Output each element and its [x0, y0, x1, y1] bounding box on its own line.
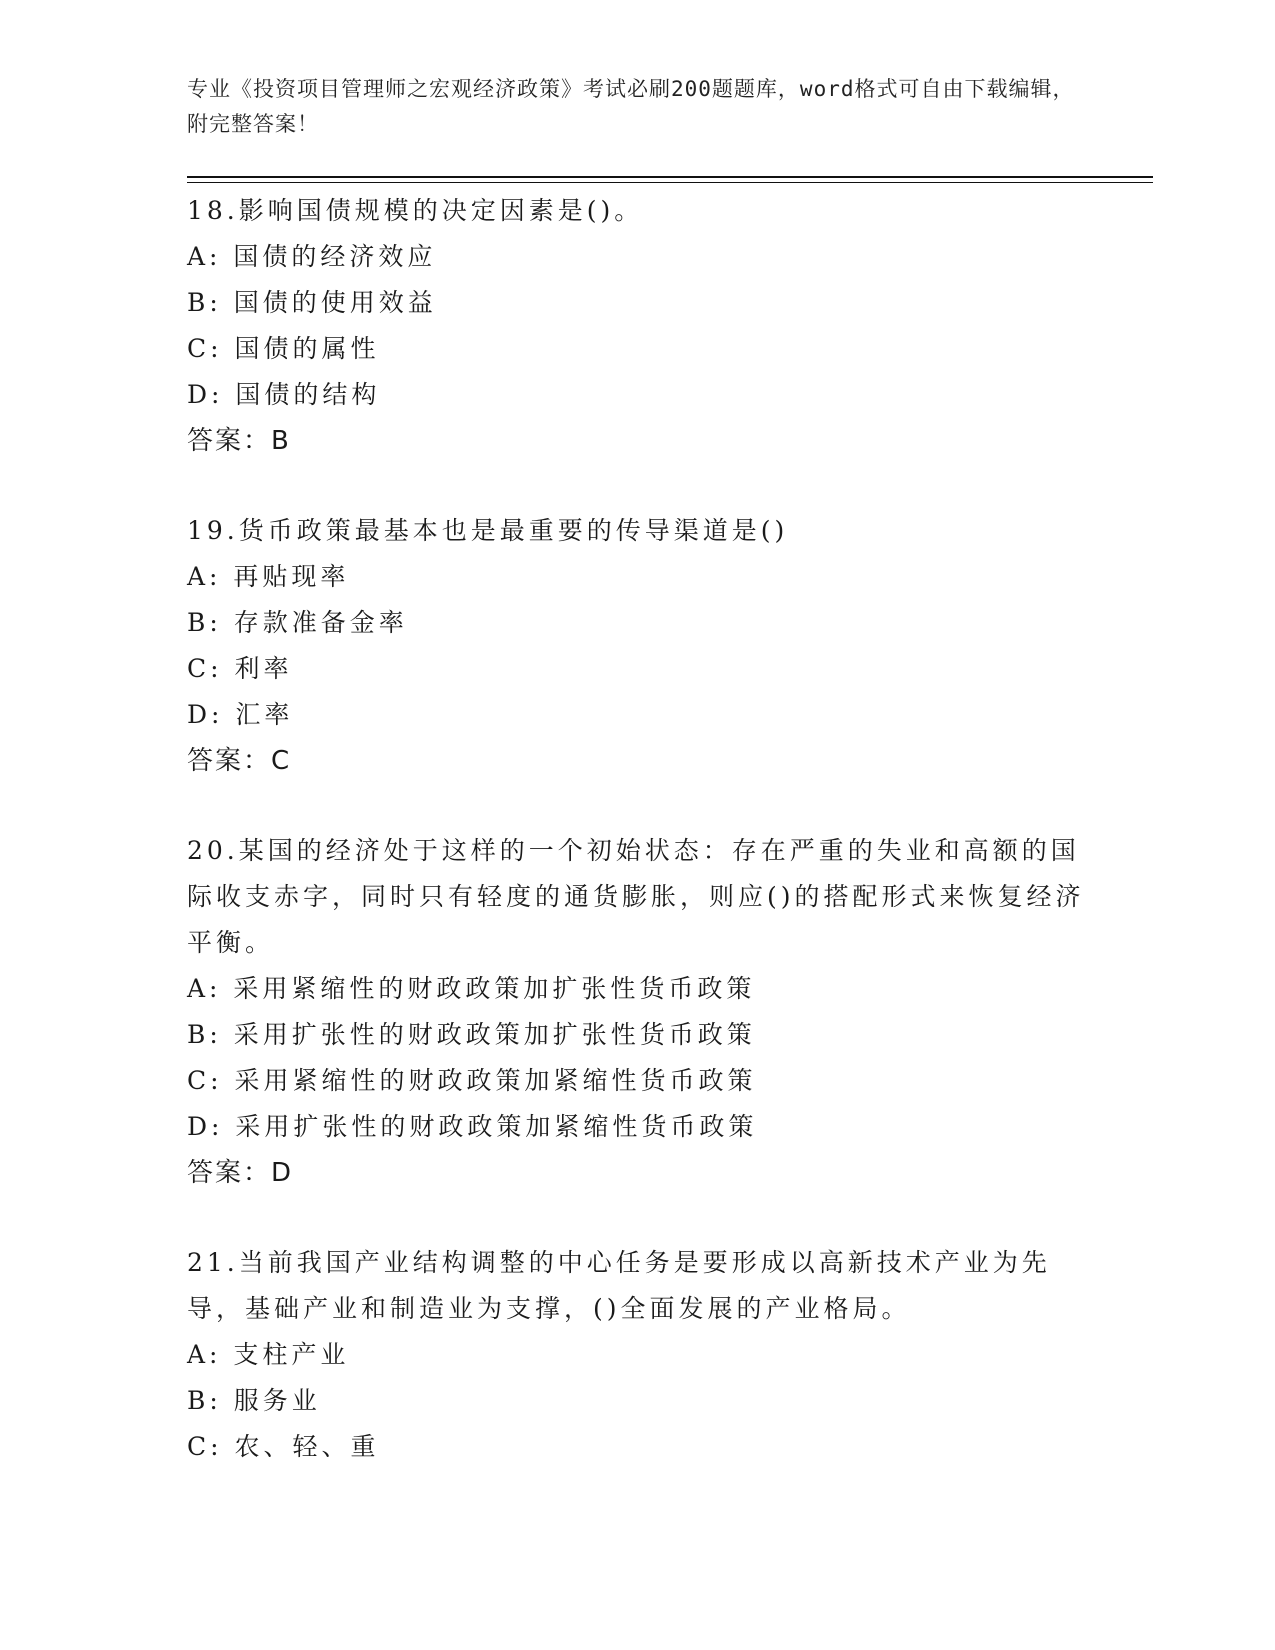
- option-b: B: 采用扩张性的财政政策加扩张性货币政策: [187, 1020, 756, 1049]
- question-21: [187, 1240, 1087, 1470]
- question-stem: 20.某国的经济处于这样的一个初始状态：存在严重的失业和高额的国际收支赤字，同时只有轻度的通货膨胀，则应()的搭配形式来恢复经济平衡。: [187, 836, 1085, 957]
- option-c: C: 利率: [187, 654, 293, 683]
- question-stem: 18.影响国债规模的决定因素是()。: [187, 196, 644, 225]
- question-spacer: [187, 1196, 1087, 1240]
- document-header: 专业《投资项目管理师之宏观经济政策》考试必刷200题题库，word格式可自由下载编辑，附完整答案！: [187, 77, 1075, 136]
- question-19: [187, 508, 1087, 784]
- question-list: [187, 188, 1087, 1470]
- answer-label: 答案：C: [187, 746, 292, 776]
- question-spacer: [187, 784, 1087, 828]
- header-divider-thick: [187, 176, 1153, 178]
- option-b: B: 服务业: [187, 1386, 321, 1415]
- question-20: [187, 828, 1087, 1196]
- option-a: A: 国债的经济效应: [187, 242, 437, 271]
- option-c: C: 采用紧缩性的财政政策加紧缩性货币政策: [187, 1066, 757, 1095]
- question-18: [187, 188, 1087, 464]
- question-stem: 19.货币政策最基本也是最重要的传导渠道是(): [187, 516, 789, 545]
- option-d: D: 汇率: [187, 700, 294, 729]
- option-c: C: 农、轻、重: [187, 1432, 380, 1461]
- option-c: C: 国债的属性: [187, 334, 380, 363]
- header-divider-thin: [187, 182, 1153, 183]
- option-b: B: 存款准备金率: [187, 608, 408, 637]
- option-d: D: 采用扩张性的财政政策加紧缩性货币政策: [187, 1112, 758, 1141]
- option-a: A: 采用紧缩性的财政政策加扩张性货币政策: [187, 974, 756, 1003]
- option-a: A: 再贴现率: [187, 562, 350, 591]
- question-stem: 21.当前我国产业结构调整的中心任务是要形成以高新技术产业为先导，基础产业和制造业为支撑，()全面发展的产业格局。: [187, 1248, 1051, 1323]
- option-a: A: 支柱产业: [187, 1340, 350, 1369]
- option-b: B: 国债的使用效益: [187, 288, 437, 317]
- option-d: D: 国债的结构: [187, 380, 381, 409]
- answer-label: 答案：D: [187, 1158, 294, 1188]
- answer-label: 答案：B: [187, 426, 291, 456]
- question-spacer: [187, 464, 1087, 508]
